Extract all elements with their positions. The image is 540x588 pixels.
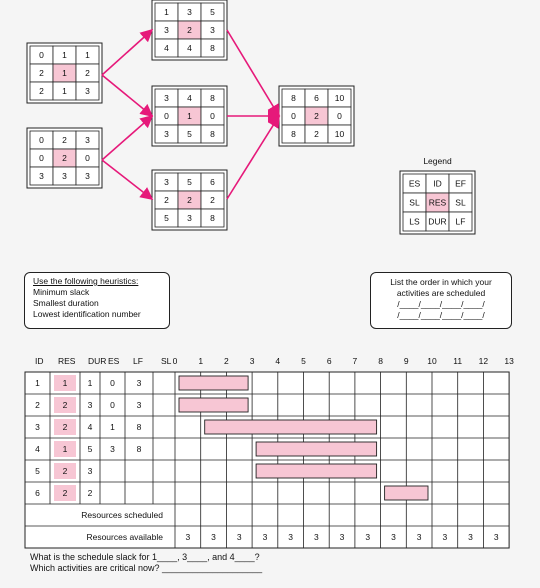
table-cell: 2 [35, 400, 40, 410]
time-tick: 6 [326, 356, 332, 366]
network-diagram [0, 0, 540, 250]
resources-available-value: 3 [313, 532, 319, 542]
resources-available-value: 3 [262, 532, 268, 542]
legend-cell: RES [428, 197, 447, 208]
table-cell: 0 [110, 400, 115, 410]
resources-available-value: 3 [416, 532, 422, 542]
time-tick: 7 [352, 356, 358, 366]
node-value: 1 [187, 111, 192, 121]
legend-cell: ID [433, 178, 442, 189]
node-value: 0 [85, 153, 90, 163]
column-header: RES [58, 356, 76, 366]
activity-node [27, 43, 102, 103]
table-cell: 4 [35, 444, 40, 454]
table-cell: 3 [136, 378, 142, 388]
time-tick: 2 [224, 356, 229, 366]
resources-available-value: 3 [468, 532, 473, 542]
resources-available-value: 3 [391, 532, 396, 542]
table-cell: 8 [136, 444, 142, 454]
node-value: 8 [210, 93, 215, 103]
node-value: 3 [164, 93, 169, 103]
schedule-bar [179, 376, 248, 390]
question-critical-activities: Which activities are critical now? ____________________ [30, 563, 263, 573]
node-value: 1 [62, 50, 67, 60]
legend-cell: SL [409, 197, 420, 208]
activity-node [152, 170, 227, 230]
dependency-arrow [102, 30, 152, 75]
table-cell: 2 [62, 488, 68, 498]
time-tick: 8 [378, 356, 383, 366]
node-value: 0 [39, 135, 44, 145]
legend-cell: DUR [428, 216, 447, 227]
activity-node [152, 86, 227, 146]
legend-title: Legend [423, 156, 452, 166]
dependency-arrow [102, 160, 152, 199]
node-value: 0 [337, 111, 342, 121]
node-value: 2 [164, 195, 169, 205]
time-tick: 4 [275, 356, 281, 366]
table-cell: 0 [110, 378, 115, 388]
node-value: 2 [62, 153, 67, 163]
resources-available-value: 3 [442, 532, 448, 542]
table-cell: 1 [62, 378, 68, 388]
column-header: ID [35, 356, 44, 366]
dependency-arrow [227, 30, 279, 116]
table-cell: 5 [35, 466, 40, 476]
node-value: 0 [39, 153, 44, 163]
node-value: 3 [164, 25, 169, 35]
legend [400, 171, 475, 234]
schedule-bar [385, 486, 428, 500]
question-schedule-slack: What is the schedule slack for 1____, 3____, and 4____? [30, 552, 260, 562]
node-value: 1 [164, 7, 169, 17]
node-value: 2 [62, 135, 67, 145]
order-line-4: /____/____/____/____/ [397, 310, 485, 320]
node-value: 2 [314, 129, 319, 139]
order-line-1: List the order in which your [390, 277, 492, 287]
node-value: 10 [334, 93, 345, 103]
legend-cell: SL [455, 197, 466, 208]
activity-node [279, 86, 354, 146]
node-value: 5 [187, 129, 192, 139]
time-tick: 0 [172, 356, 178, 366]
resources-available-value: 3 [339, 532, 345, 542]
node-value: 3 [164, 177, 169, 187]
node-value: 2 [85, 68, 90, 78]
time-tick: 11 [453, 356, 463, 366]
node-value: 10 [334, 129, 345, 139]
order-line-2: activities are scheduled [396, 288, 486, 298]
time-tick: 3 [249, 356, 255, 366]
order-line-3: /____/____/____/____/ [397, 299, 485, 309]
heuristics-list [33, 287, 161, 320]
resources-available-label: Resources available [86, 532, 163, 542]
schedule-bar [205, 420, 377, 434]
node-value: 2 [210, 195, 215, 205]
resources-available-value: 3 [211, 532, 216, 542]
node-value: 5 [210, 7, 215, 17]
node-value: 0 [39, 50, 44, 60]
node-value: 6 [314, 93, 319, 103]
time-tick: 1 [198, 356, 204, 366]
column-header: LF [133, 356, 143, 366]
node-value: 3 [62, 171, 67, 181]
table-cell: 6 [35, 488, 40, 498]
node-value: 3 [187, 213, 192, 223]
schedule-bar [256, 442, 377, 456]
node-value: 4 [164, 43, 169, 53]
dependency-arrow [102, 116, 152, 160]
time-tick: 12 [478, 356, 489, 366]
node-value: 8 [210, 129, 215, 139]
schedule-table [0, 350, 540, 550]
table-cell: 2 [62, 466, 68, 476]
node-value: 8 [210, 43, 215, 53]
node-value: 0 [291, 111, 296, 121]
node-value: 5 [187, 177, 192, 187]
node-value: 3 [210, 25, 215, 35]
schedule-bar [256, 464, 377, 478]
node-value: 2 [39, 86, 44, 96]
resources-available-value: 3 [185, 532, 191, 542]
node-value: 3 [164, 129, 169, 139]
resources-available-value: 3 [365, 532, 371, 542]
legend-cell: EF [455, 178, 466, 189]
time-tick: 13 [504, 356, 514, 366]
node-value: 5 [164, 213, 169, 223]
node-value: 4 [187, 93, 192, 103]
column-header: DUR [88, 356, 107, 366]
table-cell: 3 [136, 400, 142, 410]
legend-cell: LS [409, 216, 420, 227]
node-value: 2 [39, 68, 44, 78]
node-value: 3 [85, 86, 90, 96]
node-value: 3 [85, 171, 90, 181]
table-cell: 1 [87, 378, 93, 388]
activity-node [27, 128, 102, 188]
time-tick: 10 [427, 356, 437, 366]
resources-available-value: 3 [288, 532, 294, 542]
resources-scheduled-label: Resources scheduled [81, 510, 163, 520]
node-value: 1 [62, 86, 67, 96]
dependency-arrow [102, 75, 152, 116]
node-value: 1 [85, 50, 90, 60]
table-cell: 3 [35, 422, 40, 432]
node-value: 4 [187, 43, 192, 53]
activity-node [152, 0, 227, 60]
table-cell: 2 [87, 488, 93, 498]
schedule-bar [179, 398, 248, 412]
node-value: 8 [210, 213, 215, 223]
node-value: 8 [291, 129, 296, 139]
heuristics-title: Use the following heuristics: [33, 276, 139, 286]
node-value: 2 [187, 195, 192, 205]
table-cell: 8 [136, 422, 142, 432]
heuristics-box [24, 272, 170, 329]
heuristic-item: Lowest identification number [33, 309, 141, 319]
table-cell: 1 [62, 444, 68, 454]
legend-cell: LF [455, 216, 466, 227]
legend-cell: ES [408, 178, 421, 189]
node-value: 0 [164, 111, 169, 121]
table-cell: 3 [87, 466, 93, 476]
dependency-arrow [227, 116, 279, 199]
node-value: 2 [314, 111, 319, 121]
heuristic-item: Minimum slack [33, 287, 90, 297]
table-cell: 4 [87, 422, 93, 432]
column-header: ES [108, 356, 120, 366]
table-cell: 1 [110, 422, 115, 432]
node-value: 0 [210, 111, 215, 121]
table-cell: 5 [87, 444, 93, 454]
node-value: 3 [39, 171, 44, 181]
table-cell: 2 [62, 422, 68, 432]
heuristic-item: Smallest duration [33, 298, 99, 308]
time-tick: 5 [301, 356, 306, 366]
resources-available-value: 3 [493, 532, 499, 542]
column-header: SL [161, 356, 172, 366]
table-grid [25, 372, 509, 548]
node-value: 2 [187, 25, 192, 35]
order-box [370, 272, 512, 329]
node-value: 8 [291, 93, 296, 103]
resources-available-value: 3 [236, 532, 242, 542]
time-tick: 9 [403, 356, 409, 366]
node-value: 1 [62, 68, 67, 78]
node-value: 6 [210, 177, 215, 187]
table-cell: 2 [62, 400, 68, 410]
table-cell: 1 [35, 378, 40, 388]
table-cell: 3 [110, 444, 115, 454]
node-value: 3 [85, 135, 90, 145]
table-cell: 3 [87, 400, 93, 410]
node-value: 3 [187, 7, 192, 17]
